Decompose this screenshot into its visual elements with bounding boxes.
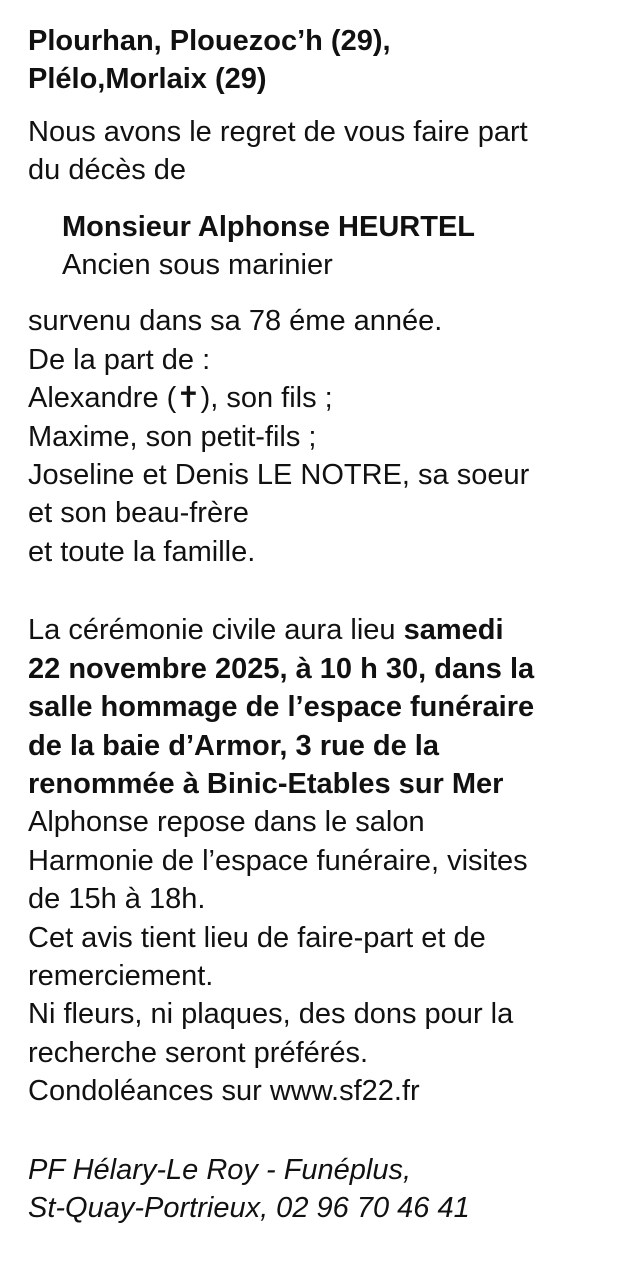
family-block [28,302,608,571]
info-line: de 15h à 18h. [28,883,206,916]
ceremony-detail-line: salle hommage de l’espace funéraire [28,691,535,724]
ceremony-line-1 [28,611,608,649]
intro-text [28,113,608,190]
ceremony-intro-text: La cérémonie civile aura lieu [28,614,404,647]
obituary-notice [28,22,608,1227]
intro-line-1: Nous avons le regret de vous faire part [28,115,528,148]
family-line: survenu dans sa 78 éme année. [28,305,443,338]
family-line: et son beau-frère [28,497,249,530]
family-line: Maxime, son petit-fils ; [28,420,317,453]
ceremony-detail-line: renommée à Binic-Etables sur Mer [28,767,504,800]
info-line: Ni fleurs, ni plaques, des dons pour la [28,998,514,1031]
info-line: Alphonse repose dans le salon [28,806,425,839]
location-header [28,22,608,99]
deceased-title: Ancien sous marinier [62,249,333,282]
info-line: Harmonie de l’espace funéraire, visites [28,844,528,877]
deceased-name: Monsieur Alphonse HEURTEL [62,210,475,243]
funeral-home-footer [28,1151,608,1228]
location-line-2: Plélo,Morlaix (29) [28,63,267,96]
family-line: Joseline et Denis LE NOTRE, sa soeur [28,459,530,492]
funeral-home-contact: St-Quay-Portrieux, 02 96 70 46 41 [28,1191,470,1224]
info-line: Cet avis tient lieu de faire-part et de [28,921,486,954]
deceased-block [28,208,608,285]
ceremony-detail-line: 22 novembre 2025, à 10 h 30, dans la [28,652,535,685]
intro-line-2: du décès de [28,154,187,187]
family-line: De la part de : [28,343,211,376]
family-line: et toute la famille. [28,535,256,568]
condolences-line: Condoléances sur www.sf22.fr [28,1075,420,1108]
funeral-home-name: PF Hélary-Le Roy - Funéplus, [28,1153,412,1186]
ceremony-day: samedi [403,614,504,647]
location-line-1: Plourhan, Plouezoc’h (29), [28,25,391,57]
ceremony-detail-line: de la baie d’Armor, 3 rue de la [28,729,439,762]
family-line: Alexandre (✝), son fils ; [28,382,333,415]
info-line: remerciement. [28,959,214,992]
info-line: recherche seront préférés. [28,1036,369,1069]
ceremony-block [28,611,608,1110]
